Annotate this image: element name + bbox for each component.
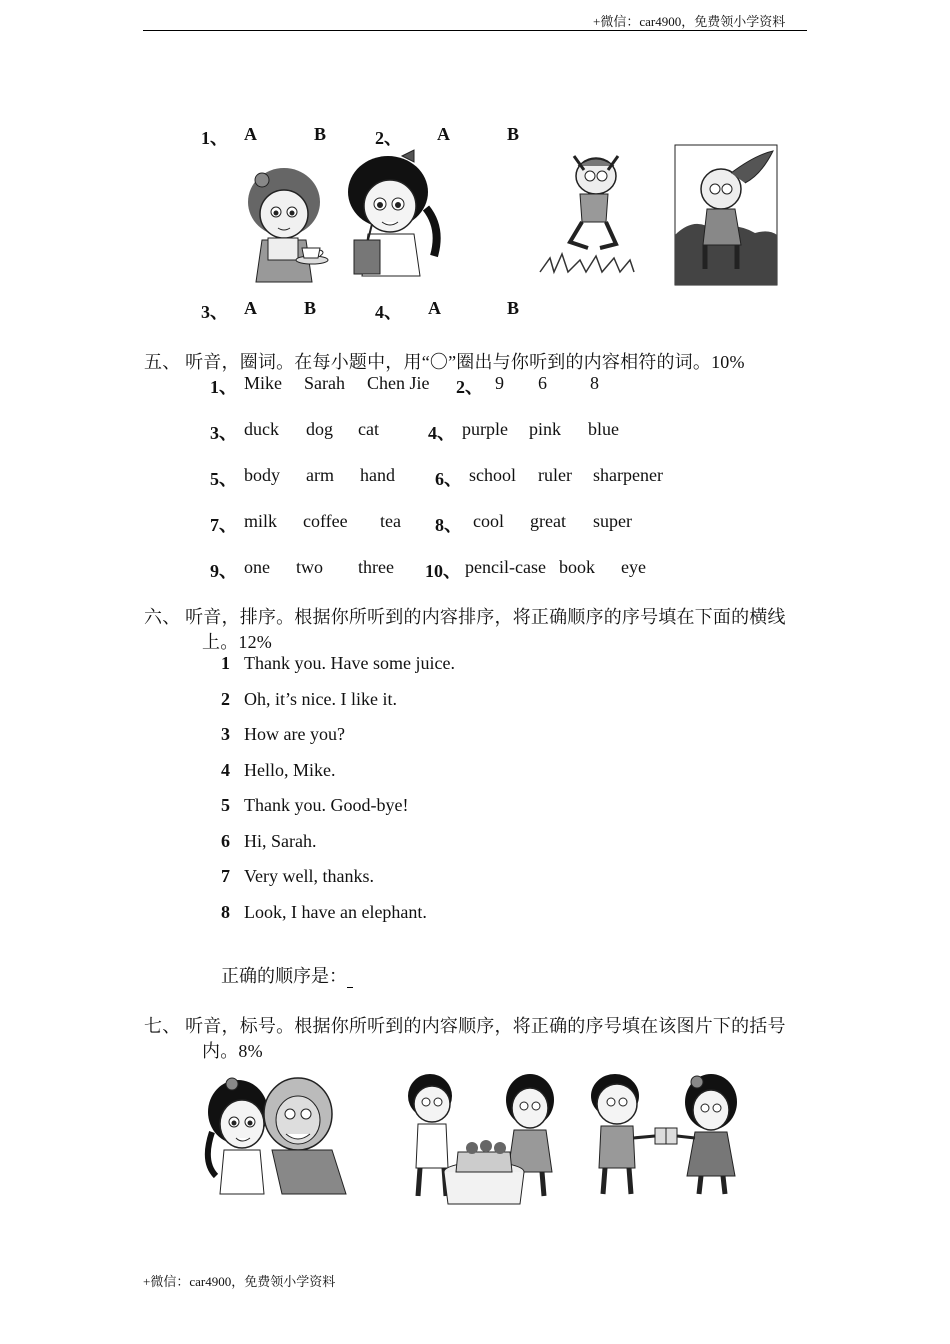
s5-item6-number: 6、 (435, 469, 462, 489)
header-text: +微信：car4900，免费领小学资料 (593, 14, 786, 29)
s5-item2-word1: 9 (495, 373, 504, 393)
s5-item3-word3: cat (358, 419, 379, 439)
s5-item10-word1: pencil-case (465, 557, 546, 577)
s5-item7-word3: tea (380, 511, 401, 531)
s5-item5-number: 5、 (210, 469, 237, 489)
q4-number: 4、 (375, 302, 402, 322)
girl-with-teacup-illustration (240, 162, 335, 287)
s6-sentence4-text: Hello, Mike. (244, 760, 336, 780)
s5-item5-word1: body (244, 465, 280, 485)
q4-option-b: B (507, 298, 520, 318)
girl-and-lion-illustration (202, 1072, 348, 1196)
s5-item4-word1: purple (462, 419, 508, 439)
s5-item8-word3: super (593, 511, 632, 531)
q3-option-b: B (304, 298, 317, 318)
boy-girl-with-cake-illustration (402, 1070, 564, 1206)
header-rule (143, 30, 807, 31)
s5-item6-word1: school (469, 465, 516, 485)
section6-title-line1: 六、 听音，排序。根据你所听到的内容排序，将正确顺序的序号填在下面的横线 (144, 607, 786, 627)
s6-sentence5-text: Thank you. Good-bye! (244, 795, 409, 815)
s5-item6-word2: ruler (538, 465, 572, 485)
footer-text: +微信：car4900，免费领小学资料 (143, 1274, 336, 1289)
boy-giving-gift-illustration (585, 1072, 745, 1196)
section5-title: 五、 听音，圈词。在每小题中，用“〇”圈出与你听到的内容相符的词。10% (144, 352, 745, 372)
s6-sentence6-number: 6 (221, 831, 230, 851)
q2-number: 2、 (375, 128, 402, 148)
s5-item9-word1: one (244, 557, 270, 577)
s5-item10-word3: eye (621, 557, 646, 577)
s5-item3-number: 3、 (210, 423, 237, 443)
s6-sentence8-text: Look, I have an elephant. (244, 902, 427, 922)
s6-sentence6-text: Hi, Sarah. (244, 831, 317, 851)
s6-sentence8-number: 8 (221, 902, 230, 922)
q1-number: 1、 (201, 128, 228, 148)
q3-option-a: A (244, 298, 257, 318)
s5-item9-word3: three (358, 557, 394, 577)
s5-item8-number: 8、 (435, 515, 462, 535)
s5-item4-word3: blue (588, 419, 619, 439)
girl-with-juice-box-illustration (342, 148, 447, 278)
s5-item6-word3: sharpener (593, 465, 663, 485)
q4-option-a: A (428, 298, 441, 318)
section7-title-line2: 内。8% (202, 1041, 263, 1061)
q2-option-a: A (437, 124, 450, 144)
section6-title-line2: 上。12% (202, 632, 272, 652)
s5-item7-word2: coffee (303, 511, 348, 531)
s5-item2-word3: 8 (590, 373, 599, 393)
s5-item1-number: 1、 (210, 377, 237, 397)
q1-option-b: B (314, 124, 327, 144)
s5-item8-word2: great (530, 511, 566, 531)
s6-sentence5-number: 5 (221, 795, 230, 815)
s6-answer-blank[interactable] (347, 973, 353, 988)
s5-item8-word1: cool (473, 511, 504, 531)
s5-item5-word2: arm (306, 465, 334, 485)
s6-sentence7-number: 7 (221, 866, 230, 886)
s5-item4-number: 4、 (428, 423, 455, 443)
s6-answer-label: 正确的顺序是： (221, 966, 347, 986)
s5-item4-word2: pink (529, 419, 562, 439)
s5-item1-word1: Mike (244, 373, 282, 393)
girl-sitting-illustration (675, 145, 777, 285)
s5-item10-number: 10、 (425, 561, 461, 581)
s5-item3-word1: duck (244, 419, 279, 439)
s6-sentence4-number: 4 (221, 760, 230, 780)
s5-item9-number: 9、 (210, 561, 237, 581)
boy-jumping-illustration (540, 150, 635, 275)
s5-item10-word2: book (559, 557, 595, 577)
s6-sentence1-text: Thank you. Have some juice. (244, 653, 455, 673)
s6-sentence1-number: 1 (221, 653, 230, 673)
s5-item3-word2: dog (306, 419, 333, 439)
s6-sentence2-text: Oh, it’s nice. I like it. (244, 689, 397, 709)
s6-sentence7-text: Very well, thanks. (244, 866, 374, 886)
q3-number: 3、 (201, 302, 228, 322)
s5-item7-word1: milk (244, 511, 278, 531)
s5-item2-number: 2、 (456, 377, 483, 397)
s5-item9-word2: two (296, 557, 323, 577)
s5-item2-word2: 6 (538, 373, 547, 393)
s5-item7-number: 7、 (210, 515, 237, 535)
s5-item5-word3: hand (360, 465, 395, 485)
s6-sentence3-number: 3 (221, 724, 230, 744)
q1-option-a: A (244, 124, 257, 144)
q2-option-b: B (507, 124, 520, 144)
s6-sentence2-number: 2 (221, 689, 230, 709)
s5-item1-word3: Chen Jie (367, 373, 430, 393)
s6-answer-row (221, 962, 353, 988)
s6-sentence3-text: How are you? (244, 724, 345, 744)
section7-title-line1: 七、 听音，标号。根据你所听到的内容顺序，将正确的序号填在该图片下的括号 (144, 1016, 786, 1036)
s5-item1-word2: Sarah (304, 373, 345, 393)
